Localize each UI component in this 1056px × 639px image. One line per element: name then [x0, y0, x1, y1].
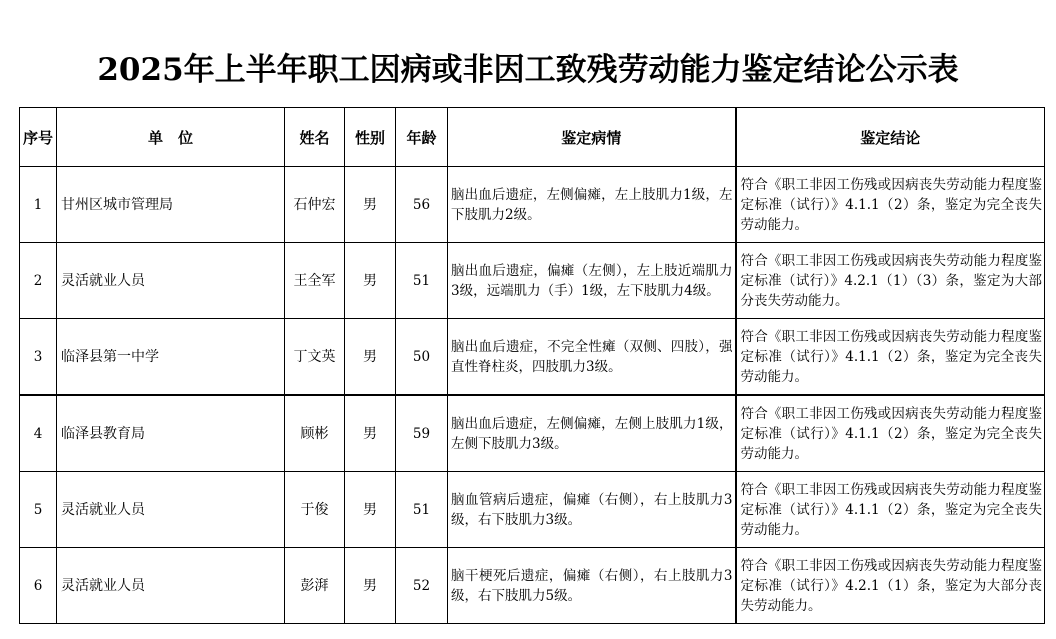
table-row — [20, 167, 1045, 243]
page-title: 2025年上半年职工因病或非因工致残劳动能力鉴定结论公示表 — [97, 52, 959, 88]
table-row — [20, 243, 1045, 319]
row-index: 3 — [20, 319, 57, 396]
row-name: 彭湃 — [285, 548, 345, 624]
row-diagnosis: 脑血管病后遗症，偏瘫（右侧），右上肢肌力3级，右下肢肌力3级。 — [448, 472, 736, 548]
row-sex: 男 — [345, 548, 396, 624]
row-unit: 临泽县教育局 — [57, 395, 285, 472]
row-age: 52 — [396, 548, 448, 624]
row-age: 51 — [396, 472, 448, 548]
row-unit: 灵活就业人员 — [57, 243, 285, 319]
row-sex: 男 — [345, 395, 396, 472]
row-age: 51 — [396, 243, 448, 319]
row-name: 顾彬 — [285, 395, 345, 472]
header-unit: 单 位 — [57, 108, 285, 167]
row-index: 5 — [20, 472, 57, 548]
row-name: 丁文英 — [285, 319, 345, 396]
row-name: 于俊 — [285, 472, 345, 548]
row-sex: 男 — [345, 472, 396, 548]
header-name: 姓名 — [285, 108, 345, 167]
table-row — [20, 472, 1045, 548]
row-diagnosis: 脑出血后遗症，左侧偏瘫，左上肢肌力1级，左下肢肌力2级。 — [448, 167, 736, 243]
row-conclusion: 符合《职工非因工伤残或因病丧失劳动能力程度鉴定标准（试行）》4.1.1（2）条，鉴定为完全丧失劳动能力。 — [736, 319, 1045, 396]
row-unit: 灵活就业人员 — [57, 548, 285, 624]
row-sex: 男 — [345, 243, 396, 319]
assessment-table — [19, 107, 1045, 624]
row-index: 2 — [20, 243, 57, 319]
row-name: 王全军 — [285, 243, 345, 319]
header-row — [20, 108, 1045, 167]
row-conclusion: 符合《职工非因工伤残或因病丧失劳动能力程度鉴定标准（试行）》4.2.1（1）条，鉴定为大部分丧失劳动能力。 — [736, 548, 1045, 624]
header-diagnosis: 鉴定病情 — [448, 108, 736, 167]
row-age: 59 — [396, 395, 448, 472]
header-idx: 序号 — [20, 108, 57, 167]
row-unit: 甘州区城市管理局 — [57, 167, 285, 243]
row-index: 4 — [20, 395, 57, 472]
row-age: 56 — [396, 167, 448, 243]
row-diagnosis: 脑干梗死后遗症，偏瘫（右侧），右上肢肌力3级，右下肢肌力5级。 — [448, 548, 736, 624]
header-sex: 性别 — [345, 108, 396, 167]
table-row — [20, 319, 1045, 396]
row-unit: 临泽县第一中学 — [57, 319, 285, 396]
row-diagnosis: 脑出血后遗症，左侧偏瘫，左侧上肢肌力1级，左侧下肢肌力3级。 — [448, 395, 736, 472]
header-conclusion: 鉴定结论 — [736, 108, 1045, 167]
row-sex: 男 — [345, 319, 396, 396]
row-conclusion: 符合《职工非因工伤残或因病丧失劳动能力程度鉴定标准（试行）》4.1.1（2）条，鉴定为完全丧失劳动能力。 — [736, 472, 1045, 548]
table-row — [20, 395, 1045, 472]
row-index: 1 — [20, 167, 57, 243]
row-index: 6 — [20, 548, 57, 624]
row-conclusion: 符合《职工非因工伤残或因病丧失劳动能力程度鉴定标准（试行）》4.1.1（2）条，鉴定为完全丧失劳动能力。 — [736, 395, 1045, 472]
table-row — [20, 548, 1045, 624]
row-name: 石仲宏 — [285, 167, 345, 243]
row-diagnosis: 脑出血后遗症，偏瘫（左侧），左上肢近端肌力3级，远端肌力（手）1级，左下肢肌力4级。 — [448, 243, 736, 319]
row-unit: 灵活就业人员 — [57, 472, 285, 548]
header-age: 年龄 — [396, 108, 448, 167]
row-conclusion: 符合《职工非因工伤残或因病丧失劳动能力程度鉴定标准（试行）》4.1.1（2）条，鉴定为完全丧失劳动能力。 — [736, 167, 1045, 243]
row-diagnosis: 脑出血后遗症，不完全性瘫（双侧、四肢），强直性脊柱炎，四肢肌力3级。 — [448, 319, 736, 396]
row-age: 50 — [396, 319, 448, 396]
row-sex: 男 — [345, 167, 396, 243]
row-conclusion: 符合《职工非因工伤残或因病丧失劳动能力程度鉴定标准（试行）》4.2.1（1）（3）条，鉴定为大部分丧失劳动能力。 — [736, 243, 1045, 319]
